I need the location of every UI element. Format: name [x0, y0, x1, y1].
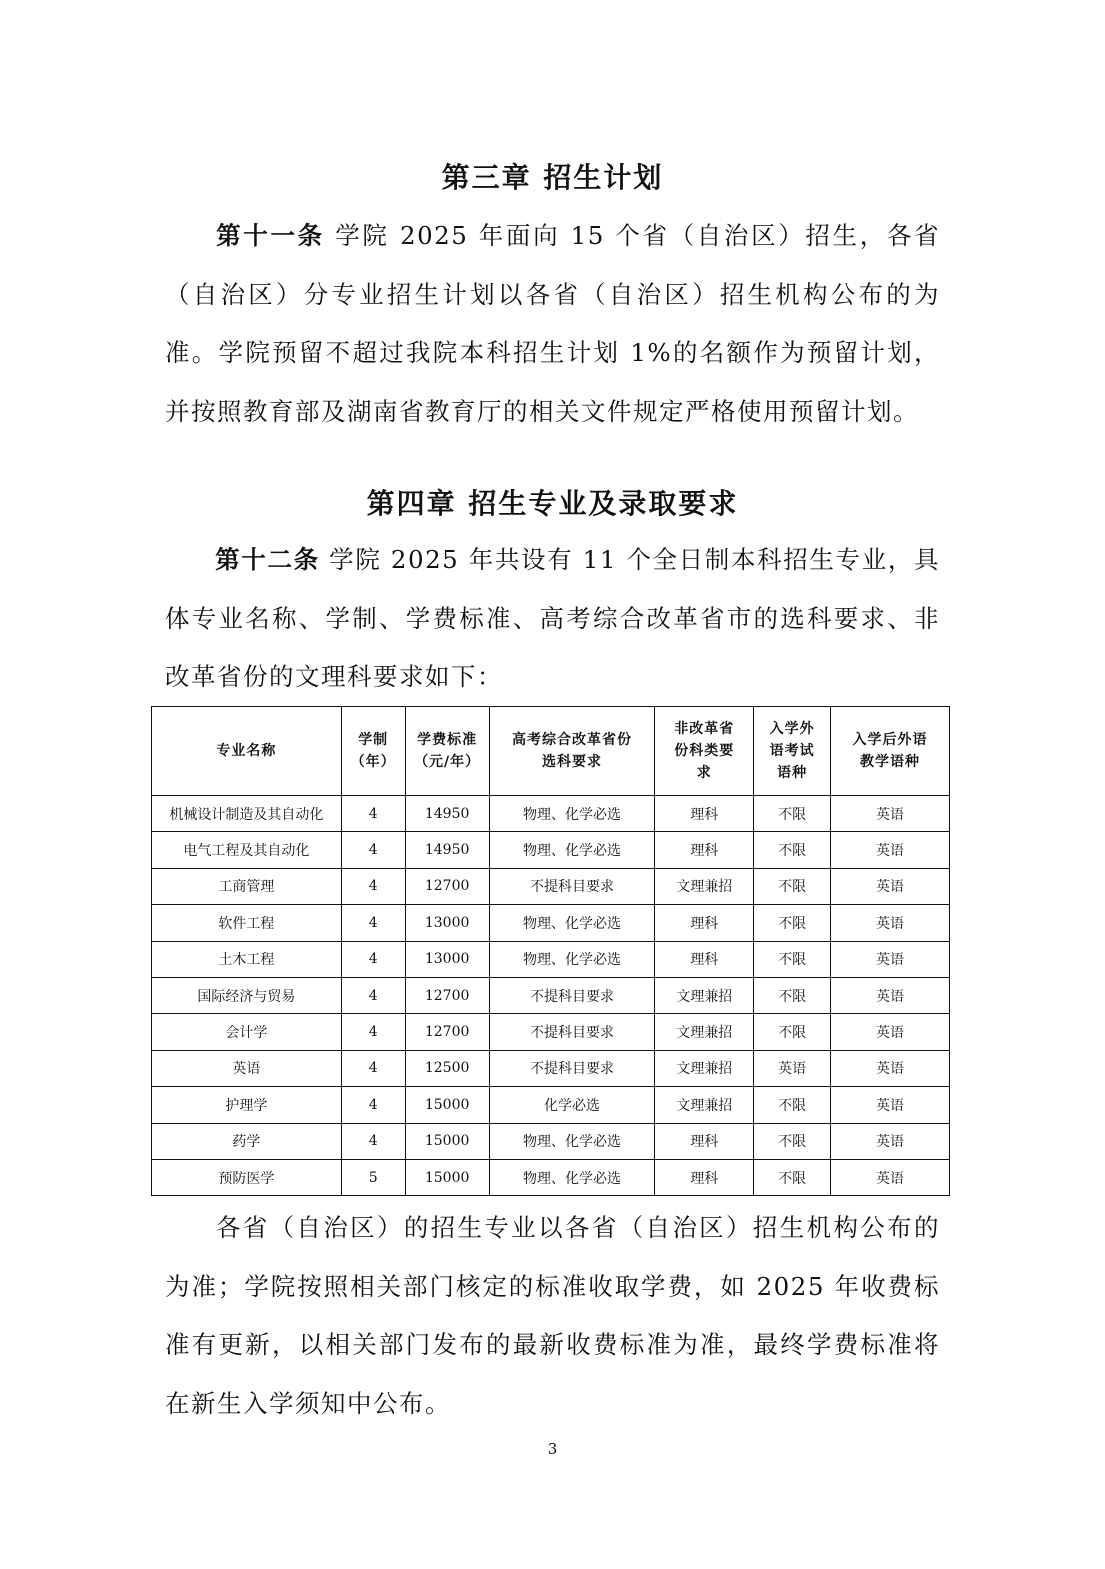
- cell-teach-lang: 英语: [831, 941, 950, 977]
- table-row: [152, 1050, 950, 1086]
- cell-fee: 12700: [405, 868, 489, 904]
- table-row: [152, 1014, 950, 1050]
- cell-years: 4: [341, 1050, 405, 1086]
- cell-fee: 15000: [405, 1123, 489, 1159]
- cell-teach-lang: 英语: [831, 1159, 950, 1195]
- cell-fee: 15000: [405, 1159, 489, 1195]
- header-fee: 学费标准 （元/年）: [405, 707, 489, 796]
- table-row: [152, 1087, 950, 1123]
- cell-major: 机械设计制造及其自动化: [152, 796, 342, 832]
- cell-nonreform: 文理兼招: [655, 1087, 754, 1123]
- cell-major: 土木工程: [152, 941, 342, 977]
- cell-fee: 13000: [405, 905, 489, 941]
- cell-entry-lang: 不限: [754, 1159, 831, 1195]
- table-row: [152, 941, 950, 977]
- cell-entry-lang: 不限: [754, 941, 831, 977]
- cell-years: 4: [341, 905, 405, 941]
- cell-entry-lang: 不限: [754, 1087, 831, 1123]
- header-teaching-language: 入学后外语 教学语种: [831, 707, 950, 796]
- cell-fee: 15000: [405, 1087, 489, 1123]
- closing-paragraph: [165, 1199, 940, 1433]
- cell-nonreform: 文理兼招: [655, 1050, 754, 1086]
- cell-fee: 14950: [405, 796, 489, 832]
- cell-nonreform: 理科: [655, 905, 754, 941]
- majors-table: [151, 706, 950, 1196]
- table-row: [152, 832, 950, 868]
- table-row: [152, 1159, 950, 1195]
- majors-table-body: [152, 796, 950, 1196]
- cell-entry-lang: 不限: [754, 1014, 831, 1050]
- cell-entry-lang: 不限: [754, 905, 831, 941]
- cell-nonreform: 文理兼招: [655, 1014, 754, 1050]
- cell-entry-lang: 不限: [754, 977, 831, 1013]
- chapter-3-heading: 第三章 招生计划: [441, 161, 664, 194]
- cell-reform: 物理、化学必选: [489, 832, 655, 868]
- cell-teach-lang: 英语: [831, 905, 950, 941]
- cell-nonreform: 理科: [655, 1123, 754, 1159]
- cell-entry-lang: 不限: [754, 868, 831, 904]
- cell-years: 5: [341, 1159, 405, 1195]
- cell-nonreform: 理科: [655, 941, 754, 977]
- header-nonreform-stream: 非改革省 份科类要 求: [655, 707, 754, 796]
- article-12-paragraph: [165, 531, 940, 707]
- cell-teach-lang: 英语: [831, 868, 950, 904]
- cell-major: 预防医学: [152, 1159, 342, 1195]
- cell-major: 软件工程: [152, 905, 342, 941]
- cell-fee: 14950: [405, 832, 489, 868]
- cell-reform: 物理、化学必选: [489, 941, 655, 977]
- cell-nonreform: 文理兼招: [655, 868, 754, 904]
- cell-teach-lang: 英语: [831, 977, 950, 1013]
- cell-entry-lang: 英语: [754, 1050, 831, 1086]
- cell-entry-lang: 不限: [754, 832, 831, 868]
- cell-years: 4: [341, 1123, 405, 1159]
- cell-major: 工商管理: [152, 868, 342, 904]
- cell-years: 4: [341, 1087, 405, 1123]
- cell-years: 4: [341, 832, 405, 868]
- cell-fee: 12700: [405, 1014, 489, 1050]
- cell-fee: 12500: [405, 1050, 489, 1086]
- cell-entry-lang: 不限: [754, 1123, 831, 1159]
- cell-reform: 化学必选: [489, 1087, 655, 1123]
- cell-years: 4: [341, 977, 405, 1013]
- cell-reform: 物理、化学必选: [489, 1159, 655, 1195]
- article-12-text: 学院 2025 年共设有 11 个全日制本科招生专业，具体专业名称、学制、学费标准、高考综合改革省市的选科要求、非改革省份的文理科要求如下：: [165, 545, 940, 691]
- article-11-lead: 第十一条: [215, 221, 325, 250]
- article-12-lead: 第十二条: [215, 545, 320, 574]
- cell-nonreform: 文理兼招: [655, 977, 754, 1013]
- cell-nonreform: 理科: [655, 796, 754, 832]
- closing-text: 各省（自治区）的招生专业以各省（自治区）招生机构公布的为准；学院按照相关部门核定的标准收取学费，如 2025 年收费标准有更新，以相关部门发布的最新收费标准为准，最终学费标准将在新生入学须知中公布。: [165, 1213, 940, 1418]
- cell-major: 药学: [152, 1123, 342, 1159]
- header-major: 专业名称: [152, 707, 342, 796]
- chapter-4-heading: 第四章 招生专业及录取要求: [366, 487, 739, 520]
- table-header-row: [152, 707, 950, 796]
- table-row: [152, 796, 950, 832]
- cell-years: 4: [341, 941, 405, 977]
- article-11-text: 学院 2025 年面向 15 个省（自治区）招生，各省（自治区）分专业招生计划以各省（自治区）招生机构公布的为准。学院预留不超过我院本科招生计划 1%的名额作为预留计划，并按照教育部及湖南省教育厅的相关文件规定严格使用预留计划。: [165, 221, 941, 426]
- header-entry-language: 入学外 语考试 语种: [754, 707, 831, 796]
- cell-reform: 物理、化学必选: [489, 1123, 655, 1159]
- cell-major: 会计学: [152, 1014, 342, 1050]
- cell-major: 护理学: [152, 1087, 342, 1123]
- cell-years: 4: [341, 796, 405, 832]
- cell-teach-lang: 英语: [831, 832, 950, 868]
- cell-teach-lang: 英语: [831, 1014, 950, 1050]
- cell-entry-lang: 不限: [754, 796, 831, 832]
- cell-major: 英语: [152, 1050, 342, 1086]
- cell-teach-lang: 英语: [831, 796, 950, 832]
- cell-teach-lang: 英语: [831, 1087, 950, 1123]
- table-row: [152, 977, 950, 1013]
- cell-major: 国际经济与贸易: [152, 977, 342, 1013]
- cell-reform: 不提科目要求: [489, 977, 655, 1013]
- cell-reform: 不提科目要求: [489, 1014, 655, 1050]
- cell-reform: 不提科目要求: [489, 1050, 655, 1086]
- page-number: 3: [547, 1440, 558, 1458]
- cell-nonreform: 理科: [655, 832, 754, 868]
- cell-nonreform: 理科: [655, 1159, 754, 1195]
- cell-fee: 12700: [405, 977, 489, 1013]
- header-years: 学制 （年）: [341, 707, 405, 796]
- cell-major: 电气工程及其自动化: [152, 832, 342, 868]
- cell-years: 4: [341, 1014, 405, 1050]
- cell-teach-lang: 英语: [831, 1050, 950, 1086]
- cell-reform: 不提科目要求: [489, 868, 655, 904]
- table-row: [152, 1123, 950, 1159]
- cell-fee: 13000: [405, 941, 489, 977]
- table-row: [152, 905, 950, 941]
- article-11-paragraph: [165, 207, 940, 441]
- cell-years: 4: [341, 868, 405, 904]
- table-row: [152, 868, 950, 904]
- header-reform-subjects: 高考综合改革省份 选科要求: [489, 707, 655, 796]
- cell-reform: 物理、化学必选: [489, 796, 655, 832]
- cell-reform: 物理、化学必选: [489, 905, 655, 941]
- cell-teach-lang: 英语: [831, 1123, 950, 1159]
